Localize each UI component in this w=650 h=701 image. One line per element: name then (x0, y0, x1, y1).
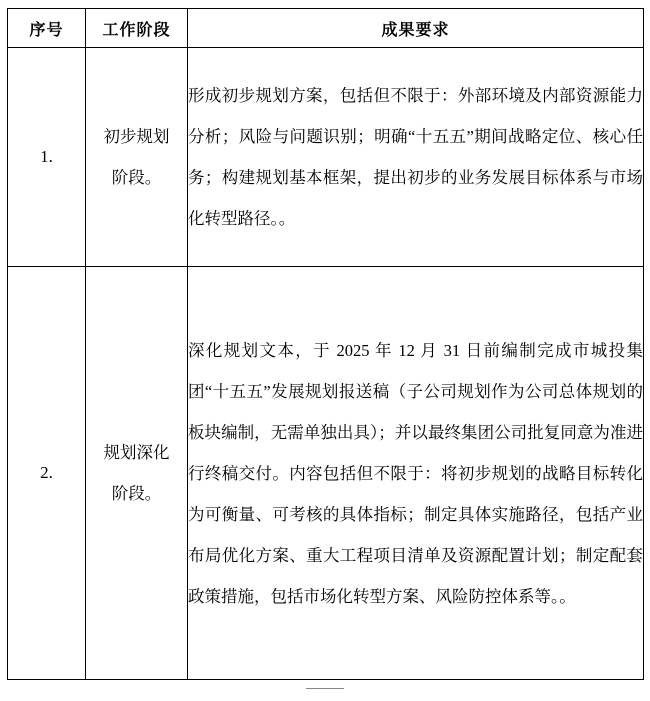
table-body (8, 48, 644, 680)
page-footer-mark (0, 679, 650, 695)
row-number: 1. (8, 48, 86, 267)
column-header-requirement: 成果要求 (188, 9, 644, 48)
table-row (8, 48, 644, 267)
row-stage (86, 267, 188, 680)
row-stage-line-1: 规划深化 (103, 443, 170, 462)
row-stage (86, 48, 188, 267)
table-header-row (8, 9, 644, 48)
table-header (8, 9, 644, 48)
row-stage-line-2: 阶段。 (111, 168, 162, 187)
column-header-no: 序号 (8, 9, 86, 48)
row-requirement: 深化规划文本，于 2025 年 12 月 31 日前编制完成市城投集团“十五五”发展规划报送稿（子公司规划作为公司总体规划的板块编制，无需单独出具）；并以最终集团公司批复同意为准进行终稿交付。内容包括但不限于：将初步规划的战略目标转化为可衡量、可考核的具体指标；制定具体实施路径，包括产业布局优化方案、重大工程项目清单及资源配置计划；制定配套政策措施，包括市场化转型方案、风险防控体系等。。 (188, 267, 644, 680)
footer-rule (306, 688, 344, 689)
results-requirements-table (7, 8, 644, 680)
row-number: 2. (8, 267, 86, 680)
row-stage-line-1: 初步规划 (103, 127, 170, 146)
table-row (8, 267, 644, 680)
row-requirement: 形成初步规划方案，包括但不限于：外部环境及内部资源能力分析；风险与问题识别；明确“十五五”期间战略定位、核心任务；构建规划基本框架，提出初步的业务发展目标体系与市场化转型路径。。 (188, 48, 644, 267)
column-header-stage: 工作阶段 (86, 9, 188, 48)
row-stage-line-2: 阶段。 (111, 484, 162, 503)
